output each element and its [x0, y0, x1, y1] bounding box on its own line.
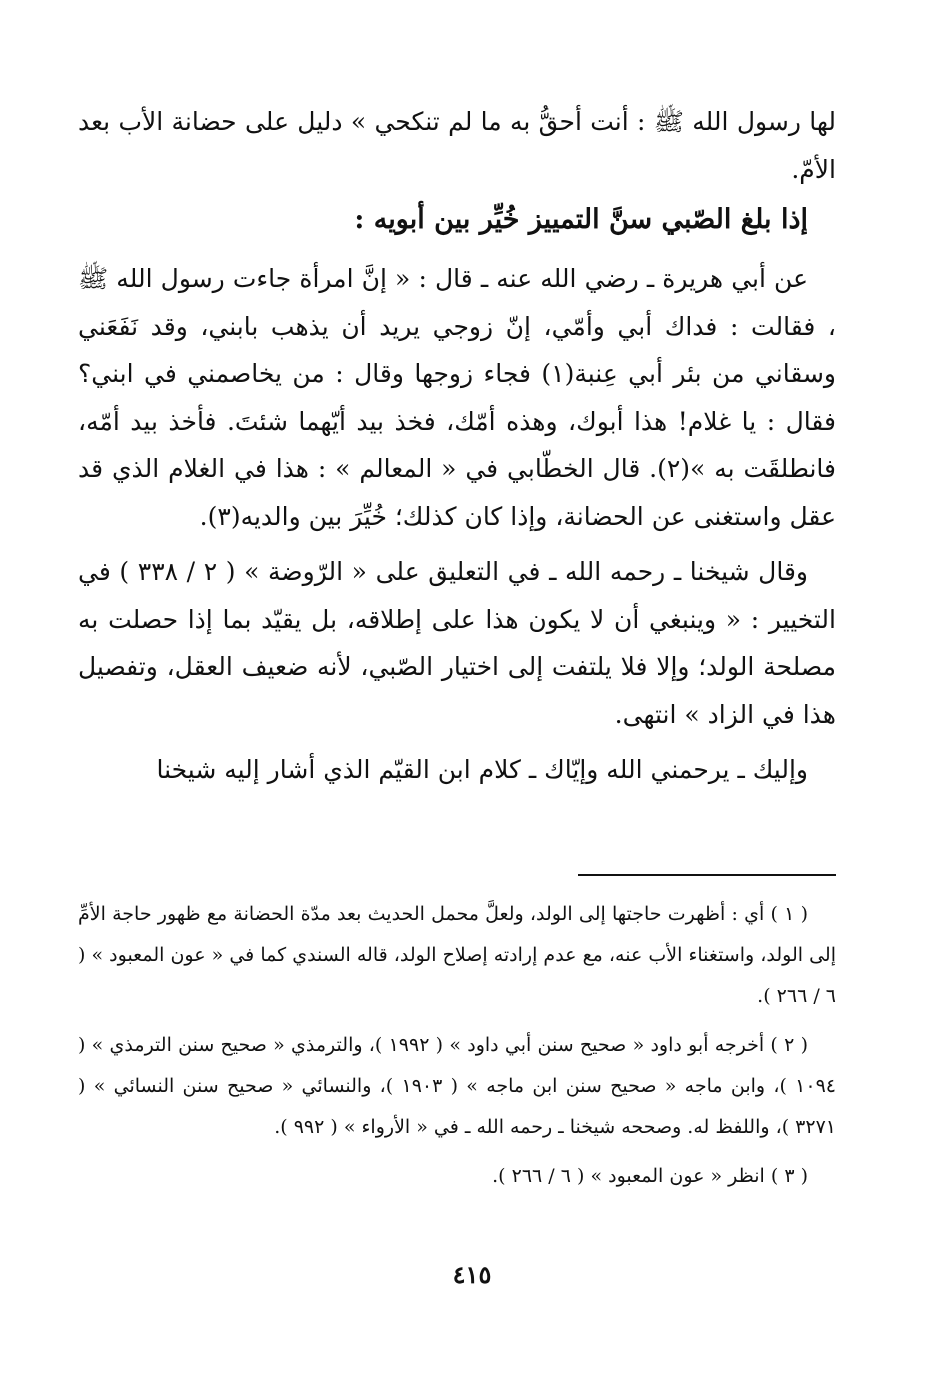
page-number: ٤١٥ — [452, 1260, 492, 1289]
footnote-divider — [578, 874, 836, 876]
footnote-1: ( ١ ) أي : أظهرت حاجتها إلى الولد، ولعلَّ محمل الحديث بعد مدّة الحضانة مع ظهور حاجة الأمِّ إلى الولد، واستغناء الأب عنه، مع عدم إرادته إصلاح الولد، قاله السندي كما في « عون المعبود » ( ٦ / ٢٦٦ ). — [78, 903, 836, 1007]
footnotes — [78, 894, 836, 1205]
hadith-paragraph: عن أبي هريرة ـ رضي الله عنه ـ قال : « إنَّ امرأة جاءت رسول الله ﷺ ، فقالت : فداك أبي وأمّي، إنّ زوجي يريد أن يذهب بابني، وقد نَفَعَني وسقاني من بئر أبي عِنبة(١) فجاء زوجها وقال : من يخاصمني في ابني؟ فقال : يا غلام! هذا أبوك، وهذه أمّك، فخذ بيد أيّهما شئتَ. فأخذ بيد أمّه، فانطلقَت به »(٢). قال الخطّابي في « المعالم » : هذا في الغلام الذي قد عقل واستغنى عن الحضانة، وإذا كان كذلك؛ خُيِّرَ بين والديه(٣). — [78, 264, 836, 531]
section-heading: إذا بلغ الصّبي سنَّ التمييز خُيِّر بين أبويه : — [354, 204, 808, 235]
main-text — [78, 98, 836, 794]
closing-paragraph: وإليك ـ يرحمني الله وإيّاك ـ كلام ابن القيّم الذي أشار إليه شيخنا — [156, 755, 808, 784]
intro-paragraph: لها رسول الله ﷺ : أنت أحقُّ به ما لم تنكحي » دليل على حضانة الأب بعد الأمّ. — [78, 107, 836, 184]
sheikh-comment-paragraph: وقال شيخنا ـ رحمه الله ـ في التعليق على « الرّوضة » ( ٢ / ٣٣٨ ) في التخيير : « وينبغي أن لا يكون هذا على إطلاقه، بل يقيّد بما إذا حصلت به مصلحة الولد؛ وإلا فلا يلتفت إلى اختيار الصّبي، لأنه ضعيف العقل، وتفصيل هذا في الزاد » انتهى. — [78, 557, 836, 729]
footnote-2: ( ٢ ) أخرجه أبو داود « صحيح سنن أبي داود » ( ١٩٩٢ )، والترمذي « صحيح سنن الترمذي » ( ١٠٩٤ )، وابن ماجه « صحيح سنن ابن ماجه » ( ١٩٠٣ )، والنسائي « صحيح سنن النسائي » ( ٣٢٧١ )، واللفظ له. وصححه شيخنا ـ رحمه الله ـ في « الأرواء » ( ٩٩٢ ). — [78, 1034, 836, 1138]
footnote-3: ( ٣ ) انظر « عون المعبود » ( ٦ / ٢٦٦ ). — [492, 1165, 808, 1187]
